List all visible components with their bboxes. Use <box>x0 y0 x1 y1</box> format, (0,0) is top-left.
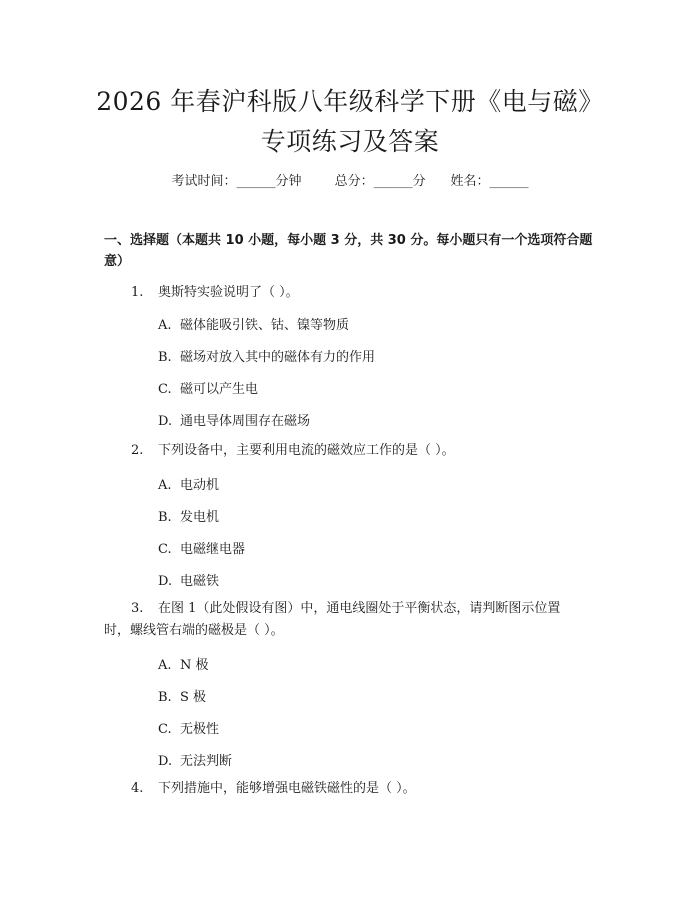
option-1a: A. 磁体能吸引铁、钴、镍等物质 <box>158 318 350 333</box>
time-unit: 分钟 <box>275 174 302 189</box>
option-1d: D. 通电导体周围存在磁场 <box>158 414 311 429</box>
title-line-1: 2026 年春沪科版八年级科学下册《电与磁》 <box>96 87 604 116</box>
option-2b: B. 发电机 <box>158 510 220 525</box>
exam-meta <box>0 170 700 189</box>
option-3c: C. 无极性 <box>158 722 220 737</box>
question-text-line-2: 时，螺线管右端的磁极是（ ）。 <box>104 623 284 638</box>
question-text: 下列设备中，主要利用电流的磁效应工作的是（ ）。 <box>158 443 455 458</box>
option-3a: A. N 极 <box>158 658 209 673</box>
option-text: 通电导体周围存在磁场 <box>180 414 311 429</box>
name-blank: ______ <box>489 174 529 189</box>
option-text: 电磁铁 <box>180 574 220 589</box>
name-label: 姓名： <box>450 174 490 189</box>
option-text: 无极性 <box>180 722 220 737</box>
question-text-line-1: 在图 1（此处假设有图）中，通电线圈处于平衡状态，请判断图示位置 <box>158 601 561 616</box>
option-text: 发电机 <box>180 510 220 525</box>
option-2a: A. 电动机 <box>158 478 220 493</box>
question-3 <box>131 598 560 620</box>
option-text: 磁场对放入其中的磁体有力的作用 <box>180 350 376 365</box>
option-text: 电动机 <box>180 478 220 493</box>
option-text: 电磁继电器 <box>180 542 246 557</box>
option-2c: C. 电磁继电器 <box>158 542 246 557</box>
question-4 <box>131 778 416 800</box>
question-1 <box>131 282 299 304</box>
title-line-2: 专项练习及答案 <box>260 127 440 156</box>
score-label: 总分： <box>334 174 374 189</box>
option-3b: B. S 极 <box>158 690 207 705</box>
question-number: 3. <box>131 601 144 616</box>
option-text: S 极 <box>180 690 207 705</box>
question-text: 下列措施中，能够增强电磁铁磁性的是（ ）。 <box>158 781 416 796</box>
score-unit: 分 <box>412 174 426 189</box>
question-3-continued <box>104 620 284 642</box>
time-blank: ______ <box>236 174 276 189</box>
option-text: N 极 <box>180 658 209 673</box>
option-2d: D. 电磁铁 <box>158 574 220 589</box>
option-1b: B. 磁场对放入其中的磁体有力的作用 <box>158 350 376 365</box>
option-text: 无法判断 <box>180 754 233 769</box>
score-blank: ______ <box>373 174 413 189</box>
option-3d: D. 无法判断 <box>158 754 233 769</box>
question-2 <box>131 440 455 462</box>
option-1c: C. 磁可以产生电 <box>158 382 259 397</box>
question-number: 1. <box>131 285 144 300</box>
time-label: 考试时间： <box>171 174 237 189</box>
question-number: 2. <box>131 443 144 458</box>
document-title <box>0 82 700 162</box>
question-number: 4. <box>131 781 144 796</box>
option-text: 磁体能吸引铁、钴、镍等物质 <box>180 318 350 333</box>
option-text: 磁可以产生电 <box>180 382 259 397</box>
section-heading: 一、选择题（本题共 10 小题，每小题 3 分，共 30 分。每小题只有一个选项符合题意） <box>104 233 593 269</box>
question-text: 奥斯特实验说明了（ ）。 <box>158 285 299 300</box>
